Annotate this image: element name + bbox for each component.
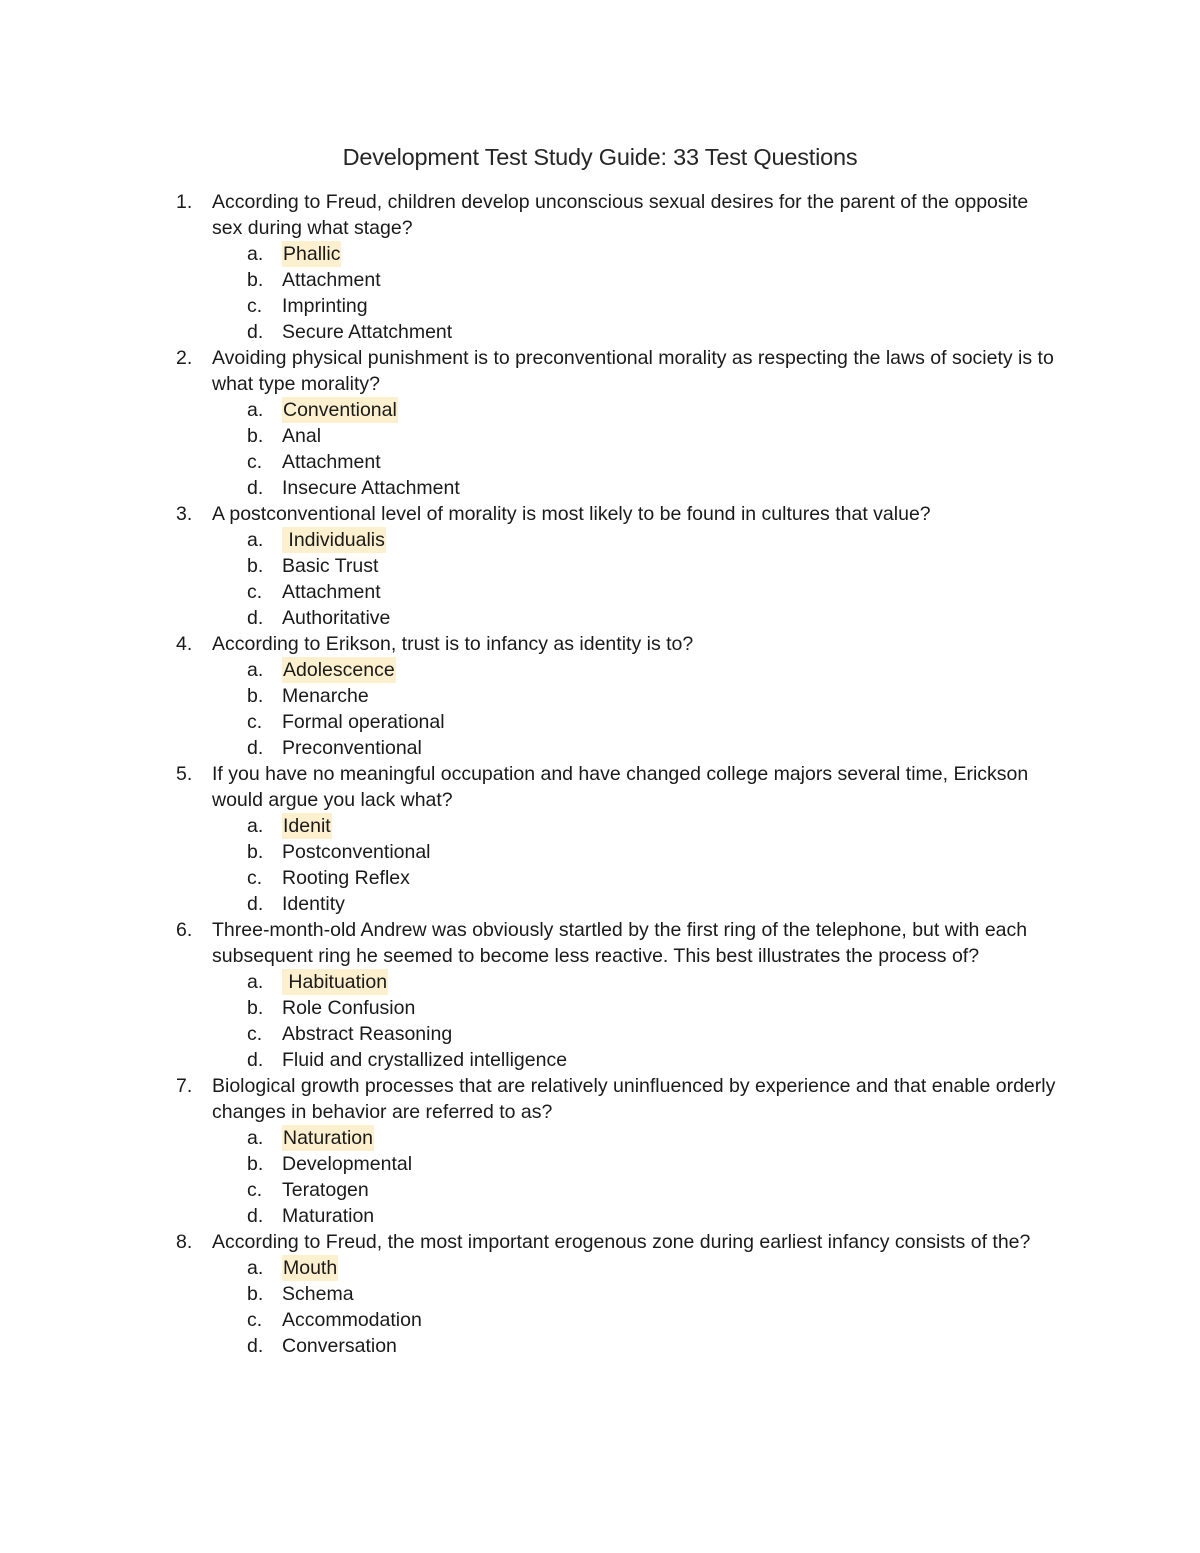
- question-text: Three-month-old Andrew was obviously startled by the first ring of the telephone, but with each subsequent ring he seemed to become less reactive. This best illustrates the process of?: [212, 919, 1028, 967]
- option-text: Authoritative: [282, 607, 391, 629]
- answer-option: [0, 397, 1200, 423]
- answer-option: [0, 657, 1200, 683]
- answer-option: [0, 1281, 1200, 1307]
- option-text: Abstract Reasoning: [282, 1023, 453, 1045]
- question-number: 6.: [176, 919, 193, 941]
- option-letter: a.: [247, 971, 264, 993]
- option-text: Imprinting: [282, 295, 368, 317]
- option-letter: d.: [247, 1205, 264, 1227]
- question-text: According to Freud, the most important erogenous zone during earliest infancy consists of the?: [212, 1231, 1031, 1253]
- option-letter: c.: [247, 295, 263, 317]
- option-letter: b.: [247, 685, 264, 707]
- question-number: 4.: [176, 633, 193, 655]
- option-text: Attachment: [282, 451, 381, 473]
- highlighted-answer: Individualis: [283, 529, 385, 551]
- option-letter: b.: [247, 555, 264, 577]
- question-number: 1.: [176, 191, 193, 213]
- option-letter: a.: [247, 1127, 264, 1149]
- answer-option: [0, 1333, 1200, 1359]
- question-number: 2.: [176, 347, 193, 369]
- answer-option: [0, 1151, 1200, 1177]
- answer-option: [0, 579, 1200, 605]
- question-text: According to Erikson, trust is to infancy as identity is to?: [212, 633, 694, 655]
- answer-option: [0, 995, 1200, 1021]
- option-letter: d.: [247, 1335, 264, 1357]
- option-letter: b.: [247, 997, 264, 1019]
- option-text: Basic Trust: [282, 555, 379, 577]
- option-letter: b.: [247, 425, 264, 447]
- question-item: [0, 189, 1200, 345]
- option-text: Accommodation: [282, 1309, 422, 1331]
- question-item: [0, 345, 1200, 501]
- answer-option: [0, 813, 1200, 839]
- option-text: Role Confusion: [282, 997, 416, 1019]
- option-text: Secure Attatchment: [282, 321, 453, 343]
- option-letter: b.: [247, 1283, 264, 1305]
- option-letter: a.: [247, 659, 264, 681]
- question-item: [0, 1073, 1200, 1229]
- option-letter: d.: [247, 1049, 264, 1071]
- answer-option: [0, 1307, 1200, 1333]
- answer-option: [0, 449, 1200, 475]
- option-letter: c.: [247, 451, 263, 473]
- option-text: Conversation: [282, 1335, 397, 1357]
- answer-option: [0, 709, 1200, 735]
- answer-option: [0, 605, 1200, 631]
- answer-option: [0, 475, 1200, 501]
- option-text: Teratogen: [282, 1179, 369, 1201]
- option-text: Attachment: [282, 581, 381, 603]
- answer-option: [0, 839, 1200, 865]
- option-text: Attachment: [282, 269, 381, 291]
- option-text: Insecure Attachment: [282, 477, 460, 499]
- option-letter: c.: [247, 581, 263, 603]
- answer-option: [0, 267, 1200, 293]
- answer-option: [0, 553, 1200, 579]
- question-text: Biological growth processes that are relatively uninfluenced by experience and that enable orderly changes in behavior are referred to as?: [212, 1075, 1056, 1123]
- question-item: [0, 761, 1200, 917]
- question-text: If you have no meaningful occupation and have changed college majors several time, Erickson would argue you lack what?: [212, 763, 1029, 811]
- option-letter: a.: [247, 243, 264, 265]
- answer-option: [0, 319, 1200, 345]
- option-text: Developmental: [282, 1153, 413, 1175]
- question-item: [0, 631, 1200, 761]
- option-letter: c.: [247, 867, 263, 889]
- option-letter: a.: [247, 529, 264, 551]
- question-number: 7.: [176, 1075, 193, 1097]
- option-text: Identity: [282, 893, 345, 915]
- option-letter: a.: [247, 1257, 264, 1279]
- question-item: [0, 501, 1200, 631]
- option-letter: d.: [247, 477, 264, 499]
- highlighted-answer: Habituation: [283, 971, 388, 993]
- option-letter: b.: [247, 1153, 264, 1175]
- highlighted-answer: Mouth: [283, 1257, 338, 1279]
- option-text: Fluid and crystallized intelligence: [282, 1049, 568, 1071]
- option-letter: c.: [247, 1309, 263, 1331]
- option-letter: c.: [247, 1023, 263, 1045]
- option-text: Postconventional: [282, 841, 431, 863]
- highlighted-answer: Idenit: [283, 815, 331, 837]
- answer-option: [0, 683, 1200, 709]
- question-number: 8.: [176, 1231, 193, 1253]
- option-letter: d.: [247, 607, 264, 629]
- option-letter: d.: [247, 321, 264, 343]
- answer-option: [0, 1203, 1200, 1229]
- option-letter: a.: [247, 399, 264, 421]
- answer-option: [0, 1177, 1200, 1203]
- option-text: Schema: [282, 1283, 354, 1305]
- highlighted-answer: Phallic: [283, 243, 341, 265]
- question-number: 3.: [176, 503, 193, 525]
- question-text: According to Freud, children develop unconscious sexual desires for the parent of the opposite sex during what stage?: [212, 191, 1029, 239]
- answer-option: [0, 1047, 1200, 1073]
- question-text: Avoiding physical punishment is to preconventional morality as respecting the laws of society is to what type morality?: [212, 347, 1054, 395]
- answer-option: [0, 423, 1200, 449]
- question-list: [0, 189, 1200, 1359]
- answer-option: [0, 1255, 1200, 1281]
- option-text: Menarche: [282, 685, 369, 707]
- page-title: Development Test Study Guide: 33 Test Questions: [342, 144, 858, 170]
- option-text: Preconventional: [282, 737, 422, 759]
- answer-option: [0, 865, 1200, 891]
- option-letter: a.: [247, 815, 264, 837]
- question-number: 5.: [176, 763, 193, 785]
- option-letter: b.: [247, 269, 264, 291]
- answer-option: [0, 735, 1200, 761]
- highlighted-answer: Conventional: [283, 399, 397, 421]
- answer-option: [0, 293, 1200, 319]
- question-item: [0, 1229, 1200, 1359]
- highlighted-answer: Adolescence: [283, 659, 395, 681]
- option-text: Maturation: [282, 1205, 375, 1227]
- option-letter: d.: [247, 893, 264, 915]
- option-letter: d.: [247, 737, 264, 759]
- answer-option: [0, 527, 1200, 553]
- question-text: A postconventional level of morality is most likely to be found in cultures that value?: [212, 503, 931, 525]
- answer-option: [0, 241, 1200, 267]
- question-item: [0, 917, 1200, 1073]
- option-text: Anal: [282, 425, 322, 447]
- answer-option: [0, 1125, 1200, 1151]
- option-letter: b.: [247, 841, 264, 863]
- option-text: Formal operational: [282, 711, 445, 733]
- answer-option: [0, 891, 1200, 917]
- answer-option: [0, 969, 1200, 995]
- option-letter: c.: [247, 1179, 263, 1201]
- option-text: Rooting Reflex: [282, 867, 410, 889]
- option-letter: c.: [247, 711, 263, 733]
- highlighted-answer: Naturation: [283, 1127, 373, 1149]
- answer-option: [0, 1021, 1200, 1047]
